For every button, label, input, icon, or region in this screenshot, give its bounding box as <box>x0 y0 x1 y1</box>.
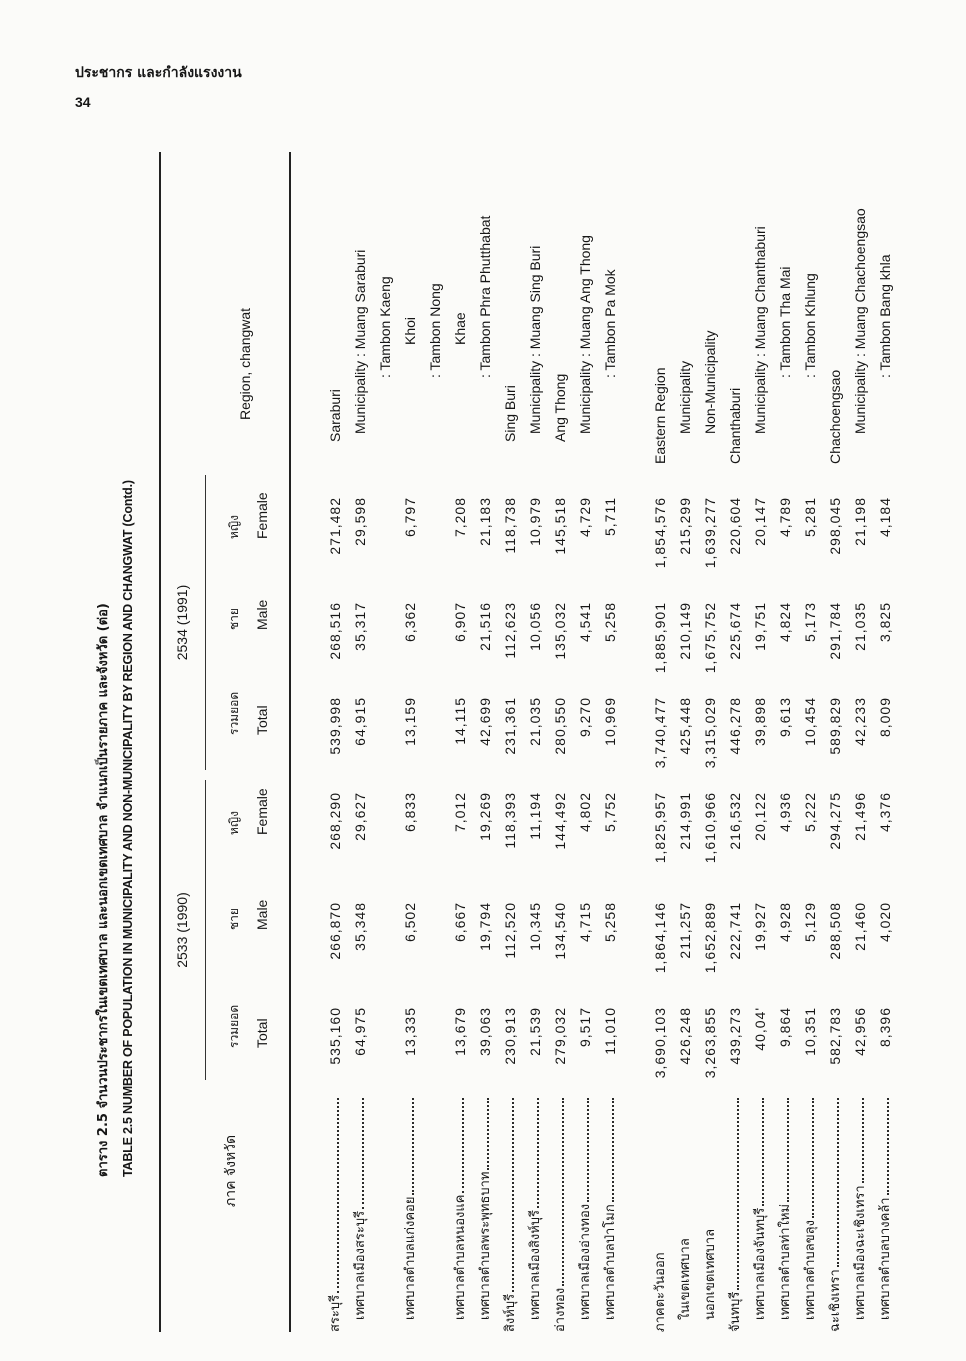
male-1991: 210,149 <box>677 602 693 660</box>
col-head-th: ชาย <box>227 608 241 630</box>
row-label-text: อ่างทอง <box>553 1287 568 1332</box>
total-1990: 11,010 <box>602 1007 618 1055</box>
row-label-text: ฉะเชิงเทรา <box>828 1269 843 1332</box>
female-1991: 5,711 <box>602 497 618 536</box>
total-1990: 582,783 <box>827 1007 843 1065</box>
row-label-th <box>673 1092 698 1332</box>
total-1991: 425,448 <box>677 697 693 755</box>
dot-leader <box>412 1098 414 1195</box>
row-label-th <box>398 1092 423 1332</box>
table-row <box>648 152 673 1332</box>
row-label-en: Municipality : Muang Chachoengsao <box>852 208 868 434</box>
total-1990: 8,396 <box>877 1007 893 1048</box>
row-label-text: เทศบาลเมืองสิงห์บุรี <box>528 1209 543 1320</box>
male-1990: 5,129 <box>802 902 818 943</box>
total-1991: 42,233 <box>852 697 868 746</box>
table-row <box>473 152 498 1332</box>
table-row <box>348 152 373 1332</box>
female-1990: 4,376 <box>877 792 893 833</box>
male-1991: 135,032 <box>552 602 568 660</box>
table-row <box>398 152 423 1332</box>
male-1991: 6,362 <box>402 602 418 643</box>
col-head-en: Male <box>254 599 270 630</box>
table-title-en: TABLE 2.5 NUMBER OF POPULATION IN MUNICIPALITY AND NON-MUNICIPALITY BY REGION AND CHANGWAT (Contd.) <box>121 480 135 1177</box>
female-1990: 144,492 <box>552 792 568 850</box>
row-label-text: จันทบุรี <box>728 1291 743 1332</box>
male-1990: 211,257 <box>677 902 693 959</box>
male-1990: 10,345 <box>527 902 543 951</box>
table-row <box>773 152 798 1332</box>
female-1990: 4,936 <box>777 792 793 833</box>
table-row <box>498 152 523 1332</box>
table-row <box>823 152 848 1332</box>
col-head-male-1991 <box>220 600 276 630</box>
row-label-en: Saraburi <box>327 389 343 442</box>
male-1991: 5,173 <box>802 602 818 643</box>
female-1991: 21,183 <box>477 497 493 546</box>
row-label-th <box>348 1092 373 1332</box>
total-1991: 589,829 <box>827 697 843 755</box>
row-label-en: : Tambon Tha Mai <box>777 266 793 378</box>
female-1990: 20,122 <box>752 792 768 841</box>
row-label-en: : Tambon Phra Phutthabat <box>477 215 493 378</box>
table-row <box>723 152 748 1332</box>
female-1991: 6,797 <box>402 497 418 538</box>
female-1990: 5,222 <box>802 792 818 833</box>
female-1991: 5,281 <box>802 497 818 538</box>
male-1991: 4,541 <box>577 602 593 643</box>
row-label-en: Municipality : Muang Ang Thong <box>577 235 593 434</box>
table-row <box>573 152 598 1332</box>
female-1990: 1,825,957 <box>652 792 668 864</box>
male-1991: 5,258 <box>602 602 618 643</box>
row-label-th <box>498 1092 523 1332</box>
total-1991: 42,699 <box>477 697 493 746</box>
total-1991: 539,998 <box>327 697 343 755</box>
table-row <box>323 152 348 1332</box>
total-1990: 439,273 <box>727 1007 743 1065</box>
row-label-th <box>323 1092 348 1332</box>
female-1990: 19,269 <box>477 792 493 841</box>
row-label-text: สระบุรี <box>328 1294 343 1332</box>
total-1990: 13,335 <box>402 1007 418 1056</box>
col-head-total-1990 <box>220 1005 276 1048</box>
table-row <box>873 152 898 1332</box>
total-1990: 39,063 <box>477 1007 493 1056</box>
female-1990: 1,610,966 <box>702 792 718 864</box>
total-1990: 230,913 <box>502 1007 518 1065</box>
female-1991: 298,045 <box>827 497 843 555</box>
male-1991: 6,907 <box>452 602 468 643</box>
row-label-en: Sing Buri <box>502 385 518 442</box>
dot-leader <box>587 1098 589 1202</box>
row-label-th <box>698 1092 723 1332</box>
row-label-th <box>773 1092 798 1332</box>
row-label-en: Municipality : Muang Saraburi <box>352 249 368 434</box>
dot-leader <box>887 1098 889 1195</box>
total-1990: 13,679 <box>452 1007 468 1056</box>
table-top-rule <box>159 152 161 1332</box>
row-label-en: : Tambon Khlung <box>802 273 818 378</box>
page-number: 34 <box>75 94 91 110</box>
table-row <box>748 152 773 1332</box>
table-row <box>548 152 573 1332</box>
male-1991: 225,674 <box>727 602 743 660</box>
total-1990: 9,517 <box>577 1007 593 1048</box>
row-label-en: : Tambon Nong <box>427 283 443 378</box>
region-heading-th: ภาค จังหวัด <box>223 1134 239 1207</box>
total-1991: 9,613 <box>777 697 793 738</box>
row-label-th <box>873 1092 898 1332</box>
total-1991: 231,361 <box>502 697 518 755</box>
male-1990: 6,502 <box>402 902 418 943</box>
row-label-en: Khae <box>452 312 468 345</box>
row-label-text: เทศบาลตำบลป่าโมก <box>603 1204 618 1320</box>
male-1990: 222,741 <box>727 902 743 960</box>
male-1990: 6,667 <box>452 902 468 943</box>
female-1990: 5,752 <box>602 792 618 833</box>
male-1991: 291,784 <box>827 602 843 660</box>
col-head-en: Male <box>254 899 270 930</box>
female-1990: 214,991 <box>677 792 693 850</box>
female-1990: 6,833 <box>402 792 418 833</box>
row-label-text: เทศบาลตำบลแก่งคอย <box>403 1196 418 1320</box>
year-1991-heading: 2534 (1991) <box>174 584 190 661</box>
male-1991: 19,751 <box>752 602 768 651</box>
table-title-th: ตาราง 2.5 จำนวนประชากรในเขตเทศบาล และนอกเขตเทศบาล จำแนกเป็นรายภาค และจังหวัด (ต่อ) <box>96 603 111 1177</box>
row-label-text: นอกเขตเทศบาล <box>703 1228 718 1320</box>
row-label-en: Eastern Region <box>652 367 668 464</box>
row-label-text: ภาคตะวันออก <box>653 1252 668 1332</box>
row-label-en: Chachoengsao <box>827 369 843 464</box>
row-label-th <box>548 1092 573 1332</box>
row-label-text: เทศบาลตำบลหนองแค <box>453 1194 468 1320</box>
row-label-text: ในเขตเทศบาล <box>678 1238 693 1320</box>
female-1990: 7,012 <box>452 792 468 833</box>
total-1991: 21,035 <box>527 697 543 746</box>
col-head-th: ชาย <box>227 908 241 930</box>
row-label-en: Chanthaburi <box>727 387 743 464</box>
female-1991: 10,979 <box>527 497 543 546</box>
table-row <box>373 152 398 1332</box>
col-head-en: Female <box>254 492 270 539</box>
total-1991: 10,454 <box>802 697 818 746</box>
dot-leader <box>562 1098 564 1286</box>
female-1991: 4,729 <box>577 497 593 538</box>
row-label-en: Municipality : Muang Sing Buri <box>527 245 543 434</box>
col-head-en: Total <box>254 705 270 735</box>
row-label-text: เทศบาลเมืองจันทบุรี <box>753 1207 768 1320</box>
male-1991: 112,623 <box>502 602 518 659</box>
population-table <box>95 152 900 1332</box>
year-1990-rule <box>205 780 206 1080</box>
running-head: ประชากร และกำลังแรงงาน <box>75 65 242 81</box>
total-1990: 42,956 <box>852 1007 868 1056</box>
row-label-en: : Tambon Kaeng <box>377 276 393 378</box>
row-label-text: เทศบาลตำบลขลุง <box>803 1220 818 1320</box>
total-1990: 9,864 <box>777 1007 793 1048</box>
row-label-en: Khoi <box>402 316 418 345</box>
row-label-text: เทศบาลตำบลท่าใหม่ <box>778 1203 793 1320</box>
row-label-en: Ang Thong <box>552 373 568 442</box>
dot-leader <box>462 1098 464 1193</box>
total-1990: 3,690,103 <box>652 1007 668 1079</box>
row-label-th <box>598 1092 623 1332</box>
female-1991: 7,208 <box>452 497 468 538</box>
male-1991: 4,824 <box>777 602 793 643</box>
row-label-text: เทศบาลเมืองฉะเชิงเทรา <box>853 1185 868 1320</box>
male-1990: 4,928 <box>777 902 793 943</box>
col-head-en: Total <box>254 1018 270 1048</box>
row-group-eastern <box>648 152 898 1332</box>
total-1991: 280,550 <box>552 697 568 755</box>
col-head-male-1990 <box>220 900 276 930</box>
total-1991: 10,969 <box>602 697 618 746</box>
total-1991: 8,009 <box>877 697 893 738</box>
col-head-female-1990 <box>220 788 276 835</box>
total-1990: 3,263,855 <box>702 1007 718 1079</box>
total-1991: 3,315,029 <box>702 697 718 769</box>
row-label-en: Non-Municipality <box>702 330 718 434</box>
table-body <box>323 152 898 1332</box>
total-1991: 3,740,477 <box>652 697 668 769</box>
row-label-th <box>448 1092 473 1332</box>
row-label-en: Municipality : Muang Chanthaburi <box>752 226 768 434</box>
male-1990: 266,870 <box>327 902 343 960</box>
dot-leader <box>812 1098 814 1218</box>
male-1990: 1,652,889 <box>702 902 718 974</box>
row-label-text: เทศบาลตำบลพระพุทธบาท <box>478 1171 493 1320</box>
female-1991: 1,639,277 <box>702 497 718 569</box>
row-label-en: : Tambon Bang khla <box>877 254 893 378</box>
col-head-total-1991 <box>220 692 276 735</box>
row-label-th <box>523 1092 548 1332</box>
dot-leader <box>487 1098 489 1170</box>
male-1991: 1,675,752 <box>702 602 718 674</box>
row-label-th <box>798 1092 823 1332</box>
male-1990: 35,348 <box>352 902 368 951</box>
row-label-th <box>748 1092 773 1332</box>
male-1990: 1,864,146 <box>652 902 668 974</box>
male-1991: 1,885,901 <box>652 602 668 674</box>
total-1991: 39,898 <box>752 697 768 746</box>
table-row <box>423 152 448 1332</box>
dot-leader <box>362 1098 364 1209</box>
dot-leader <box>737 1098 739 1290</box>
female-1990: 268,290 <box>327 792 343 850</box>
female-1990: 216,532 <box>727 792 743 850</box>
row-label-en: Municipality <box>677 360 693 434</box>
col-head-th: หญิง <box>227 515 241 539</box>
female-1990: 294,275 <box>827 792 843 850</box>
year-1990-heading: 2533 (1990) <box>174 892 190 968</box>
male-1991: 10,056 <box>527 602 543 651</box>
total-1990: 279,032 <box>552 1007 568 1065</box>
col-head-en: Female <box>254 788 270 835</box>
dot-leader <box>512 1098 514 1292</box>
male-1991: 35,317 <box>352 602 368 651</box>
dot-leader <box>337 1098 339 1293</box>
female-1991: 215,299 <box>677 497 693 555</box>
female-1991: 20,147 <box>752 497 768 546</box>
table-row <box>673 152 698 1332</box>
year-1991-rule <box>205 475 206 770</box>
col-head-th: รวมยอด <box>227 691 241 735</box>
dot-leader <box>862 1098 864 1183</box>
female-1990: 11,194 <box>527 792 543 840</box>
male-1990: 19,794 <box>477 902 493 951</box>
row-label-th <box>473 1092 498 1332</box>
male-1991: 268,516 <box>327 602 343 660</box>
dot-leader <box>537 1098 539 1208</box>
total-1990: 40,04' <box>752 1007 768 1051</box>
female-1991: 1,854,576 <box>652 497 668 569</box>
total-1991: 64,915 <box>352 697 368 746</box>
table-row <box>598 152 623 1332</box>
total-1990: 535,160 <box>327 1007 343 1065</box>
row-label-th <box>573 1092 598 1332</box>
row-label-th <box>648 1092 673 1332</box>
table-row <box>698 152 723 1332</box>
female-1991: 220,604 <box>727 497 743 555</box>
male-1991: 21,516 <box>477 602 493 651</box>
total-1990: 21,539 <box>527 1007 543 1056</box>
col-head-female-1991 <box>220 492 276 539</box>
row-label-text: เทศบาลตำบลบางคล้า <box>878 1197 893 1320</box>
female-1991: 145,518 <box>552 497 568 555</box>
male-1990: 4,020 <box>877 902 893 943</box>
male-1990: 288,508 <box>827 902 843 960</box>
female-1990: 29,627 <box>352 792 368 841</box>
total-1990: 64,975 <box>352 1007 368 1056</box>
male-1990: 19,927 <box>752 902 768 951</box>
male-1990: 112,520 <box>502 902 518 959</box>
dot-leader <box>837 1098 839 1267</box>
header-bottom-rule <box>289 152 291 1332</box>
dot-leader <box>762 1098 764 1206</box>
row-label-th <box>848 1092 873 1332</box>
female-1991: 21,198 <box>852 497 868 546</box>
col-head-th: หญิง <box>227 811 241 835</box>
col-head-th: รวมยอด <box>227 1004 241 1048</box>
row-label-text: เทศบาลเมืองสระบุรี <box>353 1210 368 1320</box>
row-label-text: สิงห์บุรี <box>503 1293 518 1332</box>
row-label-th <box>823 1092 848 1332</box>
total-1991: 9,270 <box>577 697 593 738</box>
total-1990: 426,248 <box>677 1007 693 1065</box>
female-1991: 4,789 <box>777 497 793 538</box>
female-1991: 271,482 <box>327 497 343 555</box>
total-1991: 13,159 <box>402 697 418 746</box>
male-1991: 3,825 <box>877 602 893 643</box>
row-label-th <box>723 1092 748 1332</box>
female-1990: 118,393 <box>502 792 518 849</box>
dot-leader <box>787 1098 789 1202</box>
row-group-central <box>323 152 623 1332</box>
total-1990: 10,351 <box>802 1007 818 1056</box>
table-row <box>523 152 548 1332</box>
total-1991: 14,115 <box>452 697 468 745</box>
female-1990: 4,802 <box>577 792 593 833</box>
female-1991: 4,184 <box>877 497 893 538</box>
male-1990: 21,460 <box>852 902 868 951</box>
dot-leader <box>612 1098 614 1202</box>
male-1990: 134,540 <box>552 902 568 960</box>
female-1991: 29,598 <box>352 497 368 546</box>
female-1991: 118,738 <box>502 497 518 554</box>
male-1990: 5,258 <box>602 902 618 943</box>
table-row <box>448 152 473 1332</box>
row-label-text: เทศบาลเมืองอ่างทอง <box>578 1203 593 1320</box>
male-1991: 21,035 <box>852 602 868 651</box>
row-label-en: : Tambon Pa Mok <box>602 269 618 378</box>
table-row <box>798 152 823 1332</box>
total-1991: 446,278 <box>727 697 743 755</box>
male-1990: 4,715 <box>577 902 593 943</box>
table-row <box>848 152 873 1332</box>
region-heading-en: Region, changwat <box>237 307 253 420</box>
female-1990: 21,496 <box>852 792 868 841</box>
